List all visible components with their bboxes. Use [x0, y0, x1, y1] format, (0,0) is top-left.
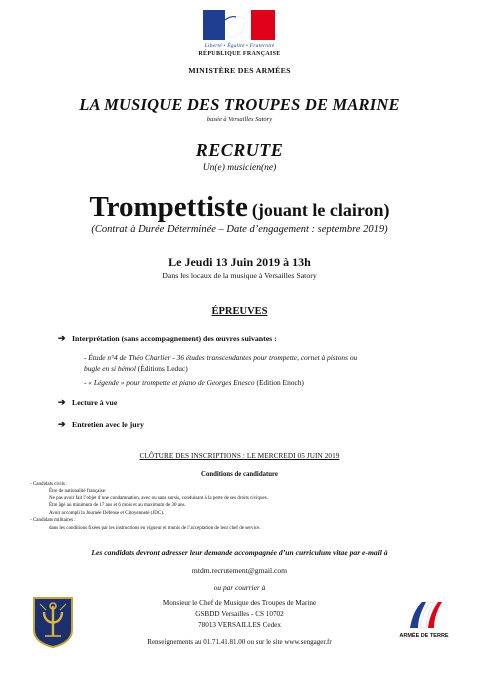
audition-date: Le Jeudi 13 Juin 2019 à 13h — [168, 255, 311, 269]
armee-de-terre-flag-icon — [398, 600, 450, 632]
epreuve-label: Interprétation (sans accompagnement) des œuvres suivantes : — [72, 334, 277, 343]
contract-info: (Contrat à Durée Déterminée – Date d’engagement : septembre 2019) — [91, 224, 388, 235]
armee-de-terre-label: ARMÉE DE TERRE — [399, 633, 449, 639]
piece-title: - « Légende » pour trompette et piano de Georges Enesco — [84, 378, 257, 387]
epreuve-item — [58, 419, 144, 430]
piece-item — [84, 377, 444, 388]
or-by-mail: ou par courrier à — [213, 583, 266, 592]
epreuve-label: Lecture à vue — [72, 398, 118, 407]
epreuve-label: Entretien avec le jury — [72, 420, 144, 429]
military-heading: - Candidats militaires : — [30, 518, 76, 523]
address-line: GSBDD Versailles - CS 10702 — [195, 610, 284, 618]
arrow-right-icon: ➔ — [58, 333, 66, 343]
piece-item — [84, 352, 444, 374]
condition-line: Être âgé au minimum de 17 ans et 6 mois et au maximum de 30 ans. — [49, 503, 186, 508]
piece-publisher: (Éditions Leduc) — [137, 364, 188, 373]
audition-place: Dans les locaux de la musique à Versailles Satory — [162, 271, 317, 280]
ministry-name: MINISTÈRE DES ARMÉES — [188, 66, 291, 75]
armee-de-terre-logo — [398, 600, 450, 642]
application-instruction: Les candidats devront adresser leur demande accompagnée d’un curriculum vitae par e-mail à — [91, 548, 388, 557]
arrow-right-icon: ➔ — [58, 419, 66, 429]
troupes-de-marine-crest-icon — [32, 596, 74, 648]
condition-line: dans les conditions fixées par les instructions en vigueur et munis de l’acceptation de leur chef de service. — [49, 526, 261, 531]
arrow-right-icon: ➔ — [58, 397, 66, 407]
info-line: Renseignements au 01.71.41.81.00 ou sur le site www.sengager.fr — [147, 638, 332, 646]
conditions-title: Conditions de candidature — [201, 471, 278, 478]
piece-title-cont: bugle en si bémol — [84, 364, 138, 373]
contact-email[interactable]: mtdm.recrutement@gmail.com — [191, 566, 288, 575]
position-note: (jouant le clairon) — [251, 200, 390, 220]
address-line: 78013 VERSAILLES Cedex — [198, 621, 281, 629]
marianne-profile-icon — [221, 14, 249, 38]
recruit-heading: RECRUTE — [195, 140, 284, 160]
condition-line: Être de nationalité française. — [49, 489, 107, 494]
civil-heading: - Candidats civils : — [30, 482, 68, 487]
position-name: Trompettiste — [89, 191, 248, 223]
address-line: Monsieur le Chef de Musique des Troupes de Marine — [162, 599, 317, 607]
position-title — [0, 191, 479, 224]
condition-line: Ne pas avoir fait l’objet d’une condamnation, avec ou sans sursis, conduisant à la perte de ses droits civiques. — [49, 496, 268, 501]
unit-location: basée à Versailles Satory — [206, 116, 273, 123]
republic-motto: Liberté • Égalité • Fraternité — [204, 43, 275, 49]
epreuve-item — [58, 397, 117, 408]
recruit-who: Un(e) musicien(ne) — [202, 163, 277, 173]
epreuve-item — [58, 333, 277, 344]
piece-publisher: (Edition Enoch) — [256, 378, 304, 387]
marianne-logo — [203, 10, 275, 40]
unit-name: LA MUSIQUE DES TROUPES DE MARINE — [79, 95, 400, 114]
piece-title: - Étude n°4 de Théo Charlier - 36 études transcendantes pour trompette, cornet à pistons ou — [84, 353, 358, 362]
republic-name: RÉPUBLIQUE FRANÇAISE — [198, 51, 281, 57]
condition-line: Avoir accompli la Journée Défense et Citoyenneté (JDC). — [49, 511, 165, 516]
registration-deadline: CLÔTURE DES INSCRIPTIONS : LE MERCREDI 05 JUIN 2019 — [139, 452, 340, 460]
epreuves-title: ÉPREUVES — [211, 306, 268, 317]
